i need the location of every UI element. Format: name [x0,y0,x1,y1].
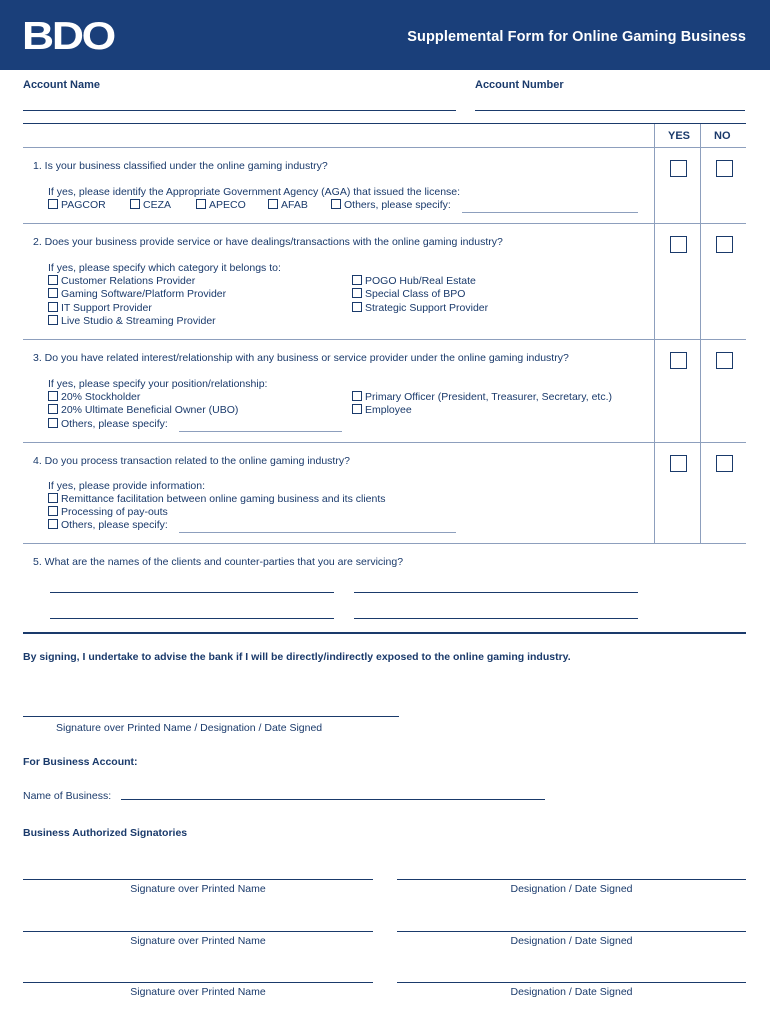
q2-no-checkbox[interactable] [716,236,733,253]
q5-client-field[interactable] [50,592,334,593]
checkbox[interactable] [352,404,362,414]
checkbox[interactable] [48,302,58,312]
option-label: Gaming Software/Platform Provider [61,288,227,300]
q4-option-others[interactable] [48,519,168,531]
option-label: Others, please specify: [61,418,168,430]
option-label: Processing of pay-outs [61,506,168,518]
option-label: Customer Relations Provider [61,275,196,287]
q4-followup: If yes, please provide information: [48,480,205,492]
table-bottom-rule [23,632,746,634]
checkbox[interactable] [48,288,58,298]
option-label: 20% Ultimate Beneficial Owner (UBO) [61,404,239,416]
header-bar [0,0,770,70]
checkbox[interactable] [352,302,362,312]
checkbox[interactable] [48,275,58,285]
yes-column-divider [654,124,655,543]
option-label: POGO Hub/Real Estate [365,275,476,287]
q5-client-field[interactable] [354,618,638,619]
checkbox[interactable] [48,404,58,414]
q3-option[interactable] [48,404,238,416]
no-column-divider [700,124,701,543]
option-label: IT Support Provider [61,302,152,314]
option-label: Employee [365,404,412,416]
signatory-signature-field[interactable] [23,982,373,983]
q1-followup: If yes, please identify the Appropriate Government Agency (AGA) that issued the license: [48,186,461,198]
option-label: APECO [209,199,246,211]
q1-option-ceza[interactable] [130,199,171,211]
account-name-field[interactable] [23,110,456,111]
q2-option[interactable] [48,315,216,327]
q5-question: 5. What are the names of the clients and counter-parties that you are servicing? [33,556,404,568]
q2-option[interactable] [352,288,465,300]
q2-option[interactable] [352,275,476,287]
q1-divider [23,223,746,224]
logo-text: BDO [22,15,115,54]
checkbox[interactable] [268,199,278,209]
q3-option[interactable] [48,391,140,403]
option-label: Others, please specify: [344,199,451,211]
checkbox[interactable] [48,391,58,401]
signature-caption: Signature over Printed Name [130,986,266,998]
q3-divider [23,442,746,443]
checkbox[interactable] [130,199,140,209]
form-title: Supplemental Form for Online Gaming Business [407,29,746,45]
q1-option-others[interactable] [331,199,451,211]
checkbox[interactable] [48,519,58,529]
q3-question: 3. Do you have related interest/relationship with any business or service provider under the online gaming industry? [33,352,569,364]
option-label: AFAB [281,199,308,211]
checkbox[interactable] [352,288,362,298]
q5-client-field[interactable] [354,592,638,593]
q3-no-checkbox[interactable] [716,352,733,369]
signatory-signature-field[interactable] [23,879,373,880]
q5-client-field[interactable] [50,618,334,619]
undertaking-statement: By signing, I undertake to advise the bank if I will be directly/indirectly exposed to the online gaming industry. [23,651,571,663]
account-number-label: Account Number [475,79,564,91]
option-label: PAGCOR [61,199,106,211]
option-label: Live Studio & Streaming Provider [61,315,216,327]
signatory-designation-field[interactable] [397,931,746,932]
option-label: 20% Stockholder [61,391,141,403]
checkbox[interactable] [352,275,362,285]
q3-yes-checkbox[interactable] [670,352,687,369]
q2-question: 2. Does your business provide service or have dealings/transactions with the online gaming industry? [33,236,503,248]
account-number-field[interactable] [475,110,745,111]
q4-option[interactable] [48,506,168,518]
account-name-label: Account Name [23,79,101,91]
designation-caption: Designation / Date Signed [510,935,633,947]
signature-field[interactable] [23,716,399,717]
no-column-header: NO [714,130,731,142]
q2-yes-checkbox[interactable] [670,236,687,253]
q2-option[interactable] [48,275,195,287]
signature-caption: Signature over Printed Name / Designation / Date Signed [56,722,323,734]
option-label: CEZA [143,199,172,211]
header-divider [23,147,746,148]
q1-question: 1. Is your business classified under the online gaming industry? [33,160,328,172]
q1-no-checkbox[interactable] [716,160,733,177]
q2-followup: If yes, please specify which category it belongs to: [48,262,281,274]
option-label: Primary Officer (President, Treasurer, Secretary, etc.) [365,391,613,403]
q4-divider [23,543,746,544]
q3-others-field[interactable] [179,431,342,432]
signatory-signature-field[interactable] [23,931,373,932]
business-name-field[interactable] [121,799,545,800]
option-label: Remittance facilitation between online gaming business and its clients [61,493,386,505]
q3-followup: If yes, please specify your position/relationship: [48,378,268,390]
q2-option[interactable] [352,302,488,314]
checkbox[interactable] [48,199,58,209]
yes-column-header: YES [668,130,691,142]
q2-divider [23,339,746,340]
q1-option-afab[interactable] [268,199,308,211]
q1-option-apeco[interactable] [196,199,246,211]
checkbox[interactable] [48,418,58,428]
checkbox[interactable] [196,199,206,209]
option-label: Strategic Support Provider [365,302,489,314]
designation-caption: Designation / Date Signed [510,986,633,998]
signatory-designation-field[interactable] [397,982,746,983]
q4-others-field[interactable] [179,532,456,533]
checkbox[interactable] [352,391,362,401]
signatories-heading: Business Authorized Signatories [23,827,188,839]
signatory-designation-field[interactable] [397,879,746,880]
q1-others-field[interactable] [462,212,638,213]
q4-question: 4. Do you process transaction related to the online gaming industry? [33,455,350,467]
option-label: Others, please specify: [61,519,168,531]
q3-option-others[interactable] [48,418,168,430]
table-top-rule [23,123,746,124]
q2-option[interactable] [48,302,152,314]
q3-option[interactable] [352,404,412,416]
business-name-label: Name of Business: [23,790,112,802]
business-account-heading: For Business Account: [23,756,138,768]
checkbox[interactable] [48,493,58,503]
signature-caption: Signature over Printed Name [130,883,266,895]
q3-option[interactable] [352,391,612,403]
q1-option-pagcor[interactable] [48,199,106,211]
q2-option[interactable] [48,288,226,300]
q1-yes-checkbox[interactable] [670,160,687,177]
designation-caption: Designation / Date Signed [510,883,633,895]
checkbox[interactable] [331,199,341,209]
q4-option[interactable] [48,493,386,505]
bdo-logo [22,14,116,54]
signature-caption: Signature over Printed Name [130,935,266,947]
q4-yes-checkbox[interactable] [670,455,687,472]
option-label: Special Class of BPO [365,288,466,300]
q4-no-checkbox[interactable] [716,455,733,472]
checkbox[interactable] [48,506,58,516]
checkbox[interactable] [48,315,58,325]
